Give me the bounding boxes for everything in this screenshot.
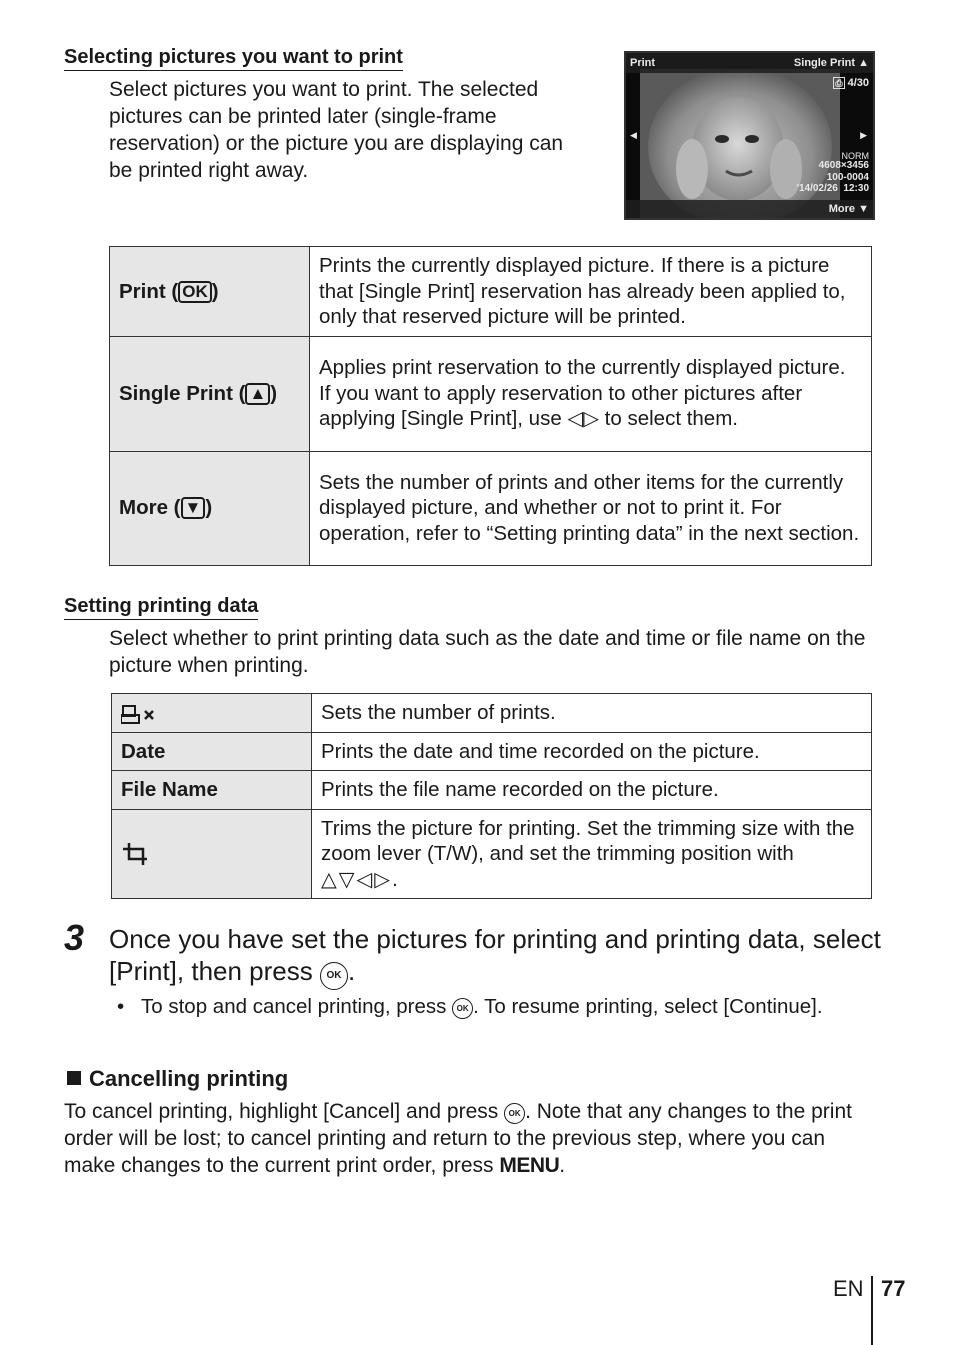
label-text: More ( [119, 496, 181, 520]
left-arrow-icon: ◀ [630, 130, 637, 140]
square-bullet-icon [67, 1071, 81, 1085]
row-desc-more: Sets the number of prints and other items for the currently displayed picture, and whether or not to print it. For operation, refer to “Setting printing data” in the next section. [310, 451, 872, 565]
ok-button-icon: OK [504, 1103, 525, 1124]
desc-text: to select them. [598, 407, 738, 431]
row-desc-date: Prints the date and time recorded on the picture. [312, 732, 872, 771]
cancel-heading [67, 1066, 288, 1092]
ok-button-icon: OK [452, 998, 473, 1019]
print-count-icon [121, 703, 161, 725]
step-number: 3 [64, 917, 85, 958]
section-heading-setting-data: Setting printing data [64, 594, 258, 620]
page-number: 77 [881, 1276, 906, 1301]
label-end: ) [211, 279, 219, 303]
cancel-body-text: . [559, 1154, 566, 1177]
cancel-body-text: To cancel printing, highlight [Cancel] and press [64, 1100, 505, 1123]
row-label-file-name: File Name [112, 771, 312, 810]
table-row [112, 809, 872, 899]
table-row [112, 694, 872, 733]
row-label-print-count [112, 694, 312, 733]
left-right-arrows-icon: ◁▷ [567, 407, 599, 431]
screen-label-more [829, 203, 869, 215]
row-label-trim [112, 809, 312, 899]
row-label-date: Date [112, 732, 312, 771]
screen-more-text: More [828, 203, 856, 215]
step-text [109, 923, 899, 990]
screen-datetime: '14/02/26 12:30 [796, 183, 869, 194]
up-arrow-button-icon: ▲ [245, 383, 270, 405]
row-desc-trim [312, 809, 872, 899]
ok-button-icon: OK [178, 281, 212, 303]
row-label-single-print [110, 336, 310, 451]
row-desc-file-name: Prints the file name recorded on the picture. [312, 771, 872, 810]
cancel-body [64, 1098, 874, 1179]
down-arrow-button-icon: ▼ [181, 497, 206, 519]
photo-child [640, 69, 840, 218]
screen-counter [833, 77, 869, 89]
step-bullet [117, 993, 857, 1020]
menu-button-label: MENU [499, 1154, 560, 1177]
footer-lang: EN [833, 1276, 864, 1301]
desc-text: . [392, 867, 398, 891]
bullet-dot: • [117, 995, 125, 1018]
screen-single-print-text: Single Print [793, 57, 856, 69]
screen-label-single-print [794, 57, 869, 69]
bullet-text-part: To stop and cancel printing, press [141, 995, 453, 1018]
label-text: Single Print ( [119, 381, 246, 405]
screen-resolution: 4608×3456 [818, 160, 869, 171]
step-text-main: Once you have set the pictures for printing and printing data, select [Print], then press [109, 924, 881, 986]
table-row [110, 336, 872, 451]
table-row [110, 451, 872, 565]
row-desc-print: Prints the currently displayed picture. If there is a picture that [Single Print] reservation has already been applied to, only that reserved picture will be printed. [310, 247, 872, 337]
printing-data-table [111, 693, 872, 899]
screen-quality: NORM [841, 151, 869, 161]
section-heading-selecting: Selecting pictures you want to print [64, 45, 403, 71]
section-body-setting-data: Select whether to print printing data such as the date and time or file name on the picture when printing. [109, 627, 866, 677]
row-label-more [110, 451, 310, 565]
desc-text: Trims the picture for printing. Set the trimming size with the zoom lever (T/W), and set the trimming position with [321, 816, 855, 865]
ok-button-icon: OK [320, 962, 348, 990]
camera-screen [624, 51, 875, 220]
bullet-text [141, 993, 857, 1020]
row-desc-single-print [310, 336, 872, 451]
desc-text: Applies print reservation to the currently displayed picture. If you want to apply reservation to other pictures after applying [Single Print], use [319, 356, 846, 431]
direction-arrows-icon: △▽◁▷ [321, 867, 393, 891]
screen-file-number: 100-0004 [826, 172, 869, 183]
print-options-table [109, 246, 872, 566]
step-text-end: . [347, 956, 356, 986]
down-triangle-icon: ▼ [858, 203, 869, 215]
right-arrow-icon: ▶ [860, 130, 867, 140]
table-row [112, 732, 872, 771]
table-row [110, 247, 872, 337]
label-end: ) [205, 496, 213, 520]
screen-counter-text: 4/30 [847, 77, 869, 89]
print-order-icon: ⎙ [835, 78, 843, 88]
footer-divider [871, 1276, 873, 1345]
label-text: Print ( [119, 279, 179, 303]
row-desc-print-count: Sets the number of prints. [312, 694, 872, 733]
row-label-print [110, 247, 310, 337]
label-end: ) [270, 381, 278, 405]
trim-icon [121, 841, 151, 867]
up-triangle-icon: ▲ [858, 57, 869, 69]
cancel-body-text: . Note that any changes to the print order will be lost; to cancel printing and return to the previous step, where you can make changes to the current print order, press [64, 1100, 852, 1177]
cancel-heading-text: Cancelling printing [89, 1066, 289, 1091]
table-row [112, 771, 872, 810]
screen-label-print: Print [630, 57, 656, 69]
section-body-selecting: Select pictures you want to print. The selected pictures can be printed later (single-frame reservation) or the picture you are displaying can be printed right away. [109, 78, 564, 182]
bullet-text-part: . To resume printing, select [Continue]. [473, 995, 823, 1018]
